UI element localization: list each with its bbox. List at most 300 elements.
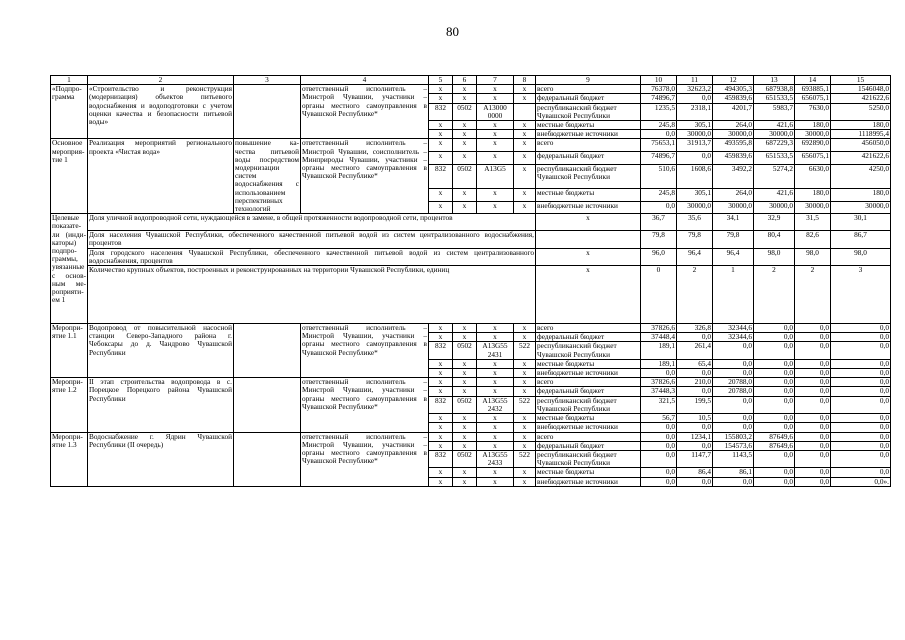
amount-cell: 10,5: [677, 414, 713, 423]
funding-source: республиканский бюджет Чувашской Республики: [536, 342, 641, 359]
amount-cell: 0,0: [754, 342, 795, 359]
x-mark: x: [453, 139, 477, 152]
amount-cell: 32344,6: [713, 324, 754, 333]
funding-source: всего: [536, 85, 641, 94]
x-mark: x: [514, 432, 536, 441]
x-mark: x: [514, 333, 536, 342]
header-cell: 2: [88, 76, 234, 85]
funding-source: республиканский бюджет Чувашской Республики: [536, 103, 641, 120]
header-cell: 13: [754, 76, 795, 85]
x-mark: x: [514, 188, 536, 201]
x-mark: x: [477, 441, 514, 450]
amount-cell: 0,0: [795, 369, 831, 378]
amount-cell: 4250,0: [831, 164, 891, 188]
x-mark: x: [514, 423, 536, 432]
funding-source: всего: [536, 324, 641, 333]
row-name: Реализация мероприятий регионального проекта «Чистая вода»: [88, 139, 234, 214]
x-mark: x: [453, 201, 477, 214]
amount-cell: 1118995,4: [831, 130, 891, 139]
amount-cell: 0,0: [754, 414, 795, 423]
x-mark: x: [514, 139, 536, 152]
amount-cell: 693885,1: [795, 85, 831, 94]
amount-cell: 264,0: [713, 121, 754, 130]
amount-cell: 74896,7: [641, 94, 677, 103]
x-mark: x: [453, 441, 477, 450]
amount-cell: 32344,6: [713, 333, 754, 342]
amount-cell: 0,0: [677, 333, 713, 342]
amount-cell: 0,0: [754, 468, 795, 477]
funding-source: внебюджетные источники: [536, 423, 641, 432]
x-mark: x: [429, 414, 453, 423]
target-row: [51, 248, 891, 265]
amount-cell: 180,0: [795, 188, 831, 201]
table-row: [51, 432, 891, 441]
row-status: Мероприятие 1.3: [51, 432, 88, 486]
amount-cell: 0,0: [831, 369, 891, 378]
x-mark: x: [514, 130, 536, 139]
amount-cell: 6630,0: [795, 164, 831, 188]
header-cell: 3: [234, 76, 301, 85]
amount-cell: 0,0: [754, 324, 795, 333]
x-mark: x: [477, 152, 514, 165]
header-cell: 5: [429, 76, 453, 85]
amount-cell: 1608,6: [677, 164, 713, 188]
funding-source: внебюджетные источники: [536, 477, 641, 486]
amount-cell: 0,0: [754, 333, 795, 342]
target-value: 31,5: [795, 214, 831, 231]
x-mark: x: [453, 369, 477, 378]
x-mark: x: [453, 85, 477, 94]
header-cell: 8: [514, 76, 536, 85]
amount-cell: 264,0: [713, 188, 754, 201]
budget-code: 0502: [453, 450, 477, 467]
header-cell: 12: [713, 76, 754, 85]
header-cell: 15: [831, 76, 891, 85]
table-row: [51, 378, 891, 387]
header-cell: 4: [301, 76, 429, 85]
amount-cell: 0,0: [641, 450, 677, 467]
x-mark: x: [429, 369, 453, 378]
amount-cell: 494305,3: [713, 85, 754, 94]
amount-cell: 20788,0: [713, 378, 754, 387]
amount-cell: 0,0: [795, 441, 831, 450]
amount-cell: 65,4: [677, 359, 713, 368]
target-value: 35,6: [677, 214, 713, 231]
amount-cell: 30000,0: [754, 130, 795, 139]
target-value: 96,4: [713, 248, 754, 265]
x-mark: x: [477, 468, 514, 477]
header-cell: 9: [536, 76, 641, 85]
row-name: Водоснабжение г. Ядрин Чувашской Республики (II очередь): [88, 432, 234, 486]
amount-cell: 0,0: [831, 324, 891, 333]
amount-cell: 0,0: [677, 152, 713, 165]
x-mark: x: [429, 94, 453, 103]
x-mark: x: [453, 387, 477, 396]
amount-cell: 0,0: [754, 378, 795, 387]
x-mark: x: [514, 477, 536, 486]
amount-cell: 0,0: [754, 359, 795, 368]
amount-cell: 321,5: [641, 396, 677, 413]
budget-code: А13G5: [477, 164, 514, 188]
x-mark: x: [477, 85, 514, 94]
amount-cell: 0,0: [641, 441, 677, 450]
x-mark: x: [514, 121, 536, 130]
funding-source: федеральный бюджет: [536, 441, 641, 450]
funding-source: местные бюджеты: [536, 468, 641, 477]
amount-cell: 0,0: [677, 441, 713, 450]
funding-source: федеральный бюджет: [536, 152, 641, 165]
amount-cell: 0,0: [641, 369, 677, 378]
amount-cell: 245,8: [641, 121, 677, 130]
amount-cell: 0,0: [831, 468, 891, 477]
header-cell: 7: [477, 76, 514, 85]
funding-source: всего: [536, 139, 641, 152]
amount-cell: 421,6: [754, 188, 795, 201]
x-mark: x: [453, 378, 477, 387]
target-value: 36,7: [641, 214, 677, 231]
amount-cell: 305,1: [677, 121, 713, 130]
program-funding-table: [50, 75, 891, 487]
x-mark: x: [514, 85, 536, 94]
funding-source: федеральный бюджет: [536, 94, 641, 103]
targets-label: Целевые показатели (индикаторы) подпрограммы, увязанные с основным мероприятием 1: [51, 214, 88, 324]
amount-cell: 0,0: [713, 423, 754, 432]
amount-cell: 245,8: [641, 188, 677, 201]
target-row: [51, 214, 891, 231]
amount-cell: 155803,2: [713, 432, 754, 441]
x-mark: x: [429, 441, 453, 450]
x-mark: x: [477, 201, 514, 214]
amount-cell: 459839,6: [713, 94, 754, 103]
x-mark: x: [429, 85, 453, 94]
amount-cell: 0,0: [713, 414, 754, 423]
amount-cell: 493595,8: [713, 139, 754, 152]
x-mark: x: [477, 324, 514, 333]
budget-code: 832: [429, 103, 453, 120]
x-mark: x: [453, 359, 477, 368]
amount-cell: 0,0: [677, 369, 713, 378]
x-mark: x: [514, 387, 536, 396]
amount-cell: 30000,0: [713, 130, 754, 139]
funding-source: федеральный бюджет: [536, 333, 641, 342]
budget-code: А13G55 2432: [477, 396, 514, 413]
budget-code: А13000 0000: [477, 103, 514, 120]
amount-cell: 32623,2: [677, 85, 713, 94]
row-status: Основное мероприятие 1: [51, 139, 88, 214]
row-executor: ответственный исполнитель – Минстрой Чувашии, участники – органы местного самоуправления в Чувашской Республике*: [301, 432, 429, 486]
x-mark: x: [477, 188, 514, 201]
amount-cell: 189,1: [641, 359, 677, 368]
row-status: Мероприятие 1.1: [51, 324, 88, 378]
amount-cell: 1235,5: [641, 103, 677, 120]
target-value: 1: [713, 266, 754, 324]
amount-cell: 30000,0: [677, 201, 713, 214]
amount-cell: 0,0: [754, 477, 795, 486]
funding-source: республиканский бюджет Чувашской Республики: [536, 164, 641, 188]
amount-cell: 0,0: [795, 342, 831, 359]
funding-source: местные бюджеты: [536, 121, 641, 130]
x-mark: x: [453, 468, 477, 477]
amount-cell: 87649,6: [754, 432, 795, 441]
amount-cell: 0,0: [831, 342, 891, 359]
header-row: [51, 76, 891, 85]
funding-source: местные бюджеты: [536, 414, 641, 423]
amount-cell: 0,0: [641, 432, 677, 441]
amount-cell: 0,0: [831, 414, 891, 423]
amount-cell: 37826,6: [641, 324, 677, 333]
amount-cell: 5983,7: [754, 103, 795, 120]
x-mark: x: [429, 324, 453, 333]
x-mark: x: [477, 333, 514, 342]
x-mark: x: [429, 188, 453, 201]
x-mark: x: [429, 333, 453, 342]
x-mark: x: [453, 333, 477, 342]
x-mark: x: [453, 432, 477, 441]
x-mark: x: [514, 378, 536, 387]
amount-cell: 0,0: [831, 423, 891, 432]
amount-cell: 0,0: [831, 387, 891, 396]
amount-cell: 0,0: [713, 396, 754, 413]
budget-code: x: [514, 164, 536, 188]
x-mark: x: [429, 387, 453, 396]
funding-source: всего: [536, 432, 641, 441]
funding-source: федеральный бюджет: [536, 387, 641, 396]
x-mark: x: [514, 152, 536, 165]
x-mark: x: [453, 130, 477, 139]
amount-cell: 0,0: [641, 201, 677, 214]
funding-source: республиканский бюджет Чувашской Республики: [536, 450, 641, 467]
amount-cell: 7630,0: [795, 103, 831, 120]
row-name: Водопровод от повысительной насосной станции Северо-Западного района г. Чебоксары до д. Чандрово Чувашской Республики: [88, 324, 234, 378]
budget-code: А13G55 2431: [477, 342, 514, 359]
amount-cell: 0,0: [795, 468, 831, 477]
funding-source: внебюджетные источники: [536, 369, 641, 378]
x-mark: x: [453, 477, 477, 486]
x-mark: x: [429, 130, 453, 139]
x-mark: x: [477, 423, 514, 432]
amount-cell: 0,0: [677, 423, 713, 432]
amount-cell: 75653,1: [641, 139, 677, 152]
target-value: 2: [795, 266, 831, 324]
table-row: [51, 139, 891, 152]
row-goal: [234, 378, 301, 432]
amount-cell: 0,0: [795, 359, 831, 368]
row-executor: ответственный исполнитель – Минстрой Чувашии, участники – органы местного самоуправления в Чувашской Республике*: [301, 324, 429, 378]
target-value: 34,1: [713, 214, 754, 231]
funding-source: местные бюджеты: [536, 188, 641, 201]
row-status: Мероприятие 1.2: [51, 378, 88, 432]
amount-cell: 0,0: [795, 324, 831, 333]
row-goal: [234, 85, 301, 139]
amount-cell: 692890,0: [795, 139, 831, 152]
amount-cell: 0,0: [641, 468, 677, 477]
x-mark: x: [514, 441, 536, 450]
amount-cell: 0,0: [677, 387, 713, 396]
target-text: Доля уличной водопроводной сети, нуждающейся в замене, в общей протяженности водопроводной сети, процентов: [88, 214, 536, 231]
amount-cell: 0,0: [641, 130, 677, 139]
budget-code: 0502: [453, 103, 477, 120]
amount-cell: 651533,5: [754, 94, 795, 103]
target-value: 96,4: [677, 248, 713, 265]
target-value: 79,8: [641, 231, 677, 248]
amount-cell: 180,0: [831, 188, 891, 201]
amount-cell: 5250,0: [831, 103, 891, 120]
amount-cell: 0,0: [677, 477, 713, 486]
target-value: 3: [831, 266, 891, 324]
amount-cell: 74896,7: [641, 152, 677, 165]
amount-cell: 0,0: [795, 477, 831, 486]
x-mark: x: [429, 201, 453, 214]
budget-code: 832: [429, 450, 453, 467]
amount-cell: 30000,0: [754, 201, 795, 214]
amount-cell: 154573,6: [713, 441, 754, 450]
amount-cell: 76378,0: [641, 85, 677, 94]
x-mark: x: [453, 121, 477, 130]
x-mark: x: [429, 359, 453, 368]
x-mark: x: [514, 468, 536, 477]
amount-cell: 180,0: [795, 121, 831, 130]
amount-cell: 30000,0: [713, 201, 754, 214]
amount-cell: 0,0: [713, 477, 754, 486]
target-value: 86,7: [831, 231, 891, 248]
amount-cell: 86,4: [677, 468, 713, 477]
amount-cell: 0,0: [795, 414, 831, 423]
target-value: 79,8: [677, 231, 713, 248]
header-cell: 10: [641, 76, 677, 85]
amount-cell: 31913,7: [677, 139, 713, 152]
amount-cell: 0,0: [795, 432, 831, 441]
amount-cell: 0,0: [754, 450, 795, 467]
amount-cell: 687938,8: [754, 85, 795, 94]
x-mark: x: [453, 152, 477, 165]
x-mark: x: [429, 139, 453, 152]
budget-code: 522: [514, 342, 536, 359]
x-mark: x: [429, 423, 453, 432]
target-row: [51, 231, 891, 248]
x-mark: x: [429, 477, 453, 486]
target-mark: x: [536, 248, 641, 265]
amount-cell: 30000,0: [831, 201, 891, 214]
budget-code: 832: [429, 342, 453, 359]
amount-cell: 1143,5: [713, 450, 754, 467]
amount-cell: 0,0».: [831, 477, 891, 486]
amount-cell: 30000,0: [677, 130, 713, 139]
budget-code: [514, 103, 536, 120]
row-goal: [234, 432, 301, 486]
amount-cell: 20788,0: [713, 387, 754, 396]
target-value: 98,0: [754, 248, 795, 265]
amount-cell: 2318,1: [677, 103, 713, 120]
header-cell: 6: [453, 76, 477, 85]
target-text: Доля населения Чувашской Республики, обеспеченного качественной питьевой водой из систем централизованного водоснабжения, процентов: [89, 230, 534, 248]
x-mark: x: [453, 94, 477, 103]
amount-cell: 180,0: [831, 121, 891, 130]
amount-cell: 421622,6: [831, 94, 891, 103]
target-row: [51, 266, 891, 324]
amount-cell: 4201,7: [713, 103, 754, 120]
amount-cell: 0,0: [713, 369, 754, 378]
header-cell: 14: [795, 76, 831, 85]
row-name: II этап строительства водопровода в с. Порецкое Порецкого района Чувашской Республики: [88, 378, 234, 432]
x-mark: x: [477, 121, 514, 130]
x-mark: x: [477, 477, 514, 486]
amount-cell: 0,0: [641, 477, 677, 486]
funding-source: внебюджетные источники: [536, 130, 641, 139]
amount-cell: 0,0: [713, 359, 754, 368]
funding-source: местные бюджеты: [536, 359, 641, 368]
funding-source: внебюджетные источники: [536, 201, 641, 214]
amount-cell: 510,6: [641, 164, 677, 188]
target-mark: x: [536, 266, 641, 324]
x-mark: x: [429, 121, 453, 130]
x-mark: x: [453, 188, 477, 201]
target-value: 2: [754, 266, 795, 324]
amount-cell: 656075,1: [795, 152, 831, 165]
amount-cell: 37448,4: [641, 333, 677, 342]
amount-cell: 0,0: [795, 450, 831, 467]
target-value: 32,9: [754, 214, 795, 231]
amount-cell: 30000,0: [795, 201, 831, 214]
amount-cell: 0,0: [795, 423, 831, 432]
amount-cell: 0,0: [795, 396, 831, 413]
x-mark: x: [514, 94, 536, 103]
amount-cell: 37448,3: [641, 387, 677, 396]
budget-code: 832: [429, 164, 453, 188]
x-mark: x: [477, 130, 514, 139]
amount-cell: 0,0: [831, 378, 891, 387]
amount-cell: 0,0: [754, 423, 795, 432]
amount-cell: 0,0: [831, 396, 891, 413]
header-cell: 11: [677, 76, 713, 85]
x-mark: x: [477, 432, 514, 441]
x-mark: x: [477, 359, 514, 368]
x-mark: x: [429, 152, 453, 165]
target-value: 79,8: [713, 231, 754, 248]
target-text: Доля городского населения Чувашской Республики, обеспеченного качественной питьевой водой из систем централизованного водоснабжения, процентов: [89, 248, 534, 265]
budget-code: 832: [429, 396, 453, 413]
budget-code: А13G55 2433: [477, 450, 514, 467]
row-goal: [234, 324, 301, 378]
amount-cell: 87649,6: [754, 441, 795, 450]
row-executor: ответственный исполнитель – Минстрой Чувашии, соисполнитель – Минприроды Чувашии, участники – органы местного самоуправления в Чувашской Республике*: [301, 139, 429, 214]
budget-code: 0502: [453, 342, 477, 359]
x-mark: x: [477, 378, 514, 387]
target-value: 0: [641, 266, 677, 324]
x-mark: x: [514, 369, 536, 378]
x-mark: x: [514, 324, 536, 333]
row-status: «Подпрограмма: [51, 85, 88, 139]
x-mark: x: [514, 201, 536, 214]
amount-cell: 37826,6: [641, 378, 677, 387]
row-name: «Строительство и реконструкция (модернизация) объектов питьевого водоснабжения и водоподготовки с учетом оценки качества и безопасности питьевой воды»: [88, 85, 234, 139]
amount-cell: 0,0: [754, 396, 795, 413]
budget-code: 0502: [453, 396, 477, 413]
x-mark: x: [453, 414, 477, 423]
amount-cell: 0,0: [795, 378, 831, 387]
amount-cell: 30000,0: [795, 130, 831, 139]
header-cell: 1: [51, 76, 88, 85]
amount-cell: 0,0: [641, 423, 677, 432]
amount-cell: 0,0: [831, 441, 891, 450]
row-goal: повышение качества питьевой воды посредством модернизации систем водоснабжения с использованием перспективных технологий: [235, 138, 299, 214]
table-row: [51, 324, 891, 333]
target-value: 96,0: [641, 248, 677, 265]
amount-cell: 1234,1: [677, 432, 713, 441]
table-row: [51, 85, 891, 94]
amount-cell: 459839,6: [713, 152, 754, 165]
amount-cell: 0,0: [831, 333, 891, 342]
x-mark: x: [477, 414, 514, 423]
